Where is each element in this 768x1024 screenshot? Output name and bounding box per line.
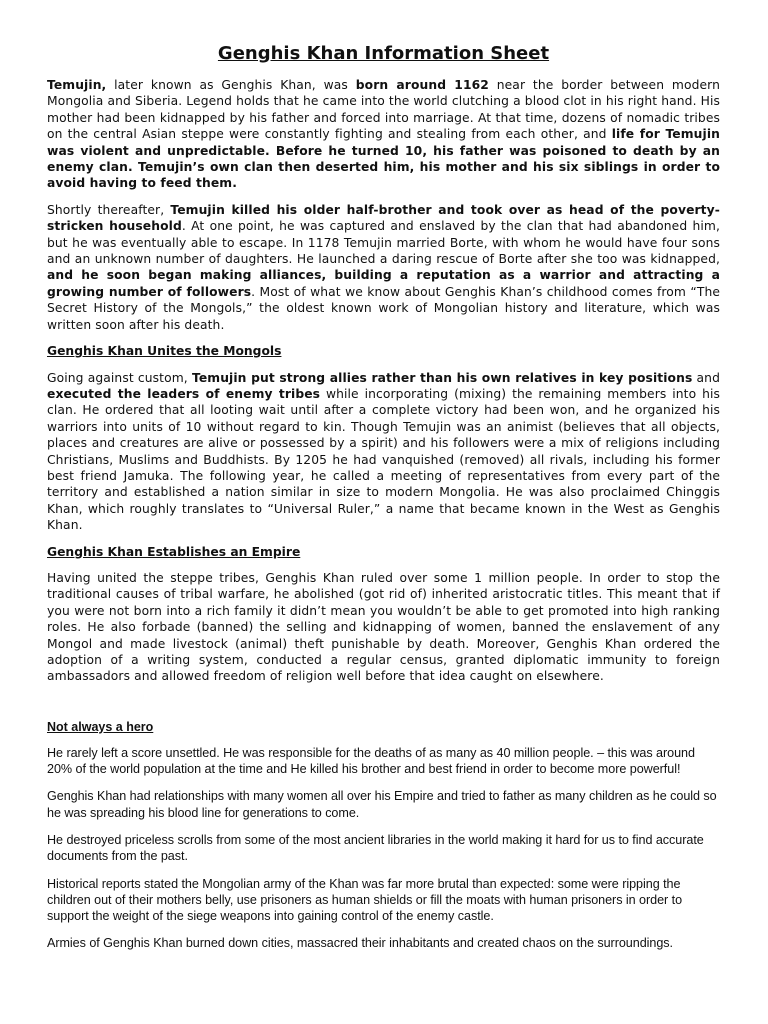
text-run: while incorporating (mixing) the remaining members into his clan. He ordered that all looting wait until after a complete victory had been won, and he organized his warriors into units of 10 without regard to kin. Though Temujin was an animist (believes that all objects, places and creatures are alive or possessed by a spirit) and his followers were a mix of religions including Christians, Muslims and Buddhists. By 1205 he had vanquished (removed) all rivals, including his former best friend Jamuka. The following year, he called a meeting of representatives from every part of the territory and established a nation similar in size to modern Mongolia. He was also proclaimed Chinggis Khan, which roughly translates to “Universal Ruler,” a name that became known in the West as Genghis Khan. — [47, 386, 720, 533]
page-title: Genghis Khan Information Sheet — [217, 43, 550, 64]
hero-paragraph-1: He rarely left a score unsettled. He was responsible for the deaths of as many as 40 million people. – this was around 20% of the world population at the time and He killed his brother and best friend in order to become more powerful! — [47, 745, 695, 777]
text-run: near the border between modern Mongolia and Siberia. Legend holds that he came into the world clutching a blood clot in his right hand. His mother had been kidnapped by his father and forced into marriage. At that time, dozens of nomadic tribes on the central Asian steppe were constantly fighting and stealing from each other, and — [47, 78, 721, 142]
section-heading-unites: Genghis Khan Unites the Mongols — [47, 344, 282, 359]
hero-paragraph-4: Historical reports stated the Mongolian army of the Khan was far more brutal than expected: some were ripping the children out of their mothers belly, use prisoners as human shields or fill the moats with human prisoners in order to support the weight of the siege weapons into gaining control of the enemy castle. — [47, 876, 683, 924]
unites-paragraph — [47, 370, 720, 534]
bold-text-run: Temujin, — [47, 78, 107, 92]
text-run: . At one point, he was captured and enslaved by the clan that had abandoned him, but he was eventually able to escape. In 1178 Temujin married Borte, with whom he would have four sons and an unknown number of daughters. He launched a daring rescue of Borte after she too was kidnapped, — [47, 219, 721, 267]
section-heading-empire: Genghis Khan Establishes an Empire — [47, 544, 301, 559]
intro-paragraph-2 — [47, 202, 720, 333]
empire-paragraph: Having united the steppe tribes, Genghis Khan ruled over some 1 million people. In order to stop the traditional causes of tribal warfare, he abolished (got rid of) inherited aristocratic titles. This meant that if you were not born into a rich family it didn’t mean you wouldn’t be able to get promoted into high ranking roles. He also forbade (banned) the selling and kidnapping of women, banned the enslavement of any Mongol and made livestock (animal) theft punishable by death. Moreover, Genghis Khan ordered the adoption of a writing system, conducted a regular census, granted diplomatic immunity to foreign ambassadors and allowed freedom of religion well before that idea caught on elsewhere. — [47, 570, 720, 684]
bold-text-run: life for Temujin was violent and unpredictable. Before he turned 10, his father was poisoned to death by an enemy clan. Temujin’s own clan then deserted him, his mother and his six siblings in order to avoid having to feed them. — [47, 127, 720, 191]
section-heading-hero: Not always a hero — [47, 719, 154, 734]
intro-paragraph-1 — [47, 77, 720, 192]
text-run: later known as Genghis Khan, was — [106, 78, 356, 92]
hero-paragraph-3: He destroyed priceless scrolls from some of the most ancient libraries in the world making it hard for us to find accurate documents from the past. — [47, 833, 704, 864]
hero-paragraph-5: Armies of Genghis Khan burned down cities, massacred their inhabitants and created chaos on the surroundings. — [47, 936, 674, 951]
bold-text-run: Temujin killed his older half-brother and took over as head of the poverty-stricken household — [47, 202, 720, 234]
bold-text-run: and he soon began making alliances, building a reputation as a warrior and attracting a growing number of followers — [47, 268, 720, 299]
hero-paragraph-2: Genghis Khan had relationships with many women all over his Empire and tried to father as many children as he could so he was spreading his blood line for generations to come. — [47, 789, 717, 820]
bold-text-run: born around 1162 — [355, 78, 489, 92]
document-page — [47, 42, 720, 963]
text-run: . Most of what we know about Genghis Khan’s childhood comes from “The Secret History of the Mongols,” the oldest known work of Mongolian history and literature, which was written soon after his death. — [47, 284, 720, 332]
text-run: Going against custom, — [47, 370, 192, 385]
text-run: and — [692, 370, 720, 385]
text-run: Shortly thereafter, — [47, 202, 171, 217]
bold-text-run: executed the leaders of enemy tribes — [47, 386, 321, 401]
bold-text-run: Temujin put strong allies rather than his own relatives in key positions — [191, 370, 693, 385]
